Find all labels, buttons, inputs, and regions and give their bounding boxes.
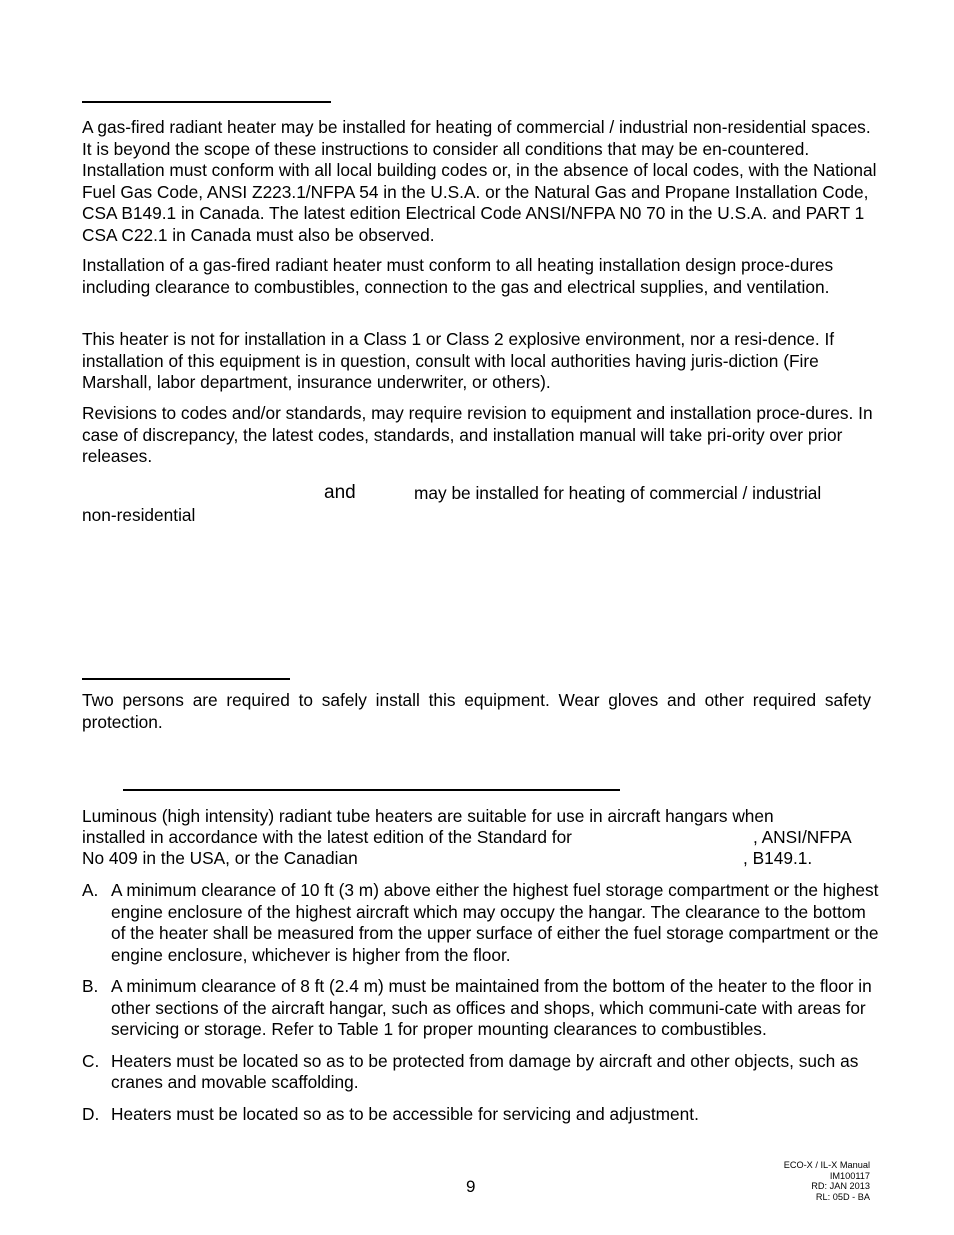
hangar-intro-line-3b: , B149.1.: [743, 848, 813, 868]
page-number: 9: [466, 1177, 476, 1196]
list-item-text: A minimum clearance of 8 ft (2.4 m) must be maintained from the bottom of the heater to the floor in other sections of the aircraft hangar, such as offices and shops, which communi-cate with areas for servicing or storage. Refer to Table 1 for proper mounting clearances to combustibles.: [111, 976, 872, 1039]
list-item: [82, 976, 882, 1041]
footer-manual-name: ECO-X / IL-X Manual: [783, 1160, 870, 1170]
section-heading-rule-3: [123, 789, 620, 791]
list-item-text: A minimum clearance of 10 ft (3 m) above either the highest fuel storage compartment or the highest engine enclosure of the highest aircraft which may occupy the hangar. The clearance to the bottom of the heater shall be measured from the upper surface of either the fuel storage compartment or the engine enclosure, whichever is higher from the floor.: [111, 880, 879, 965]
hangar-intro-line-1: Luminous (high intensity) radiant tube heaters are suitable for use in aircraft hangars when: [82, 806, 774, 826]
hangar-intro-line-2b: , ANSI/NFPA: [753, 827, 852, 847]
footer-revision: RL: 05D - BA: [815, 1191, 870, 1202]
list-marker: D.: [82, 1103, 100, 1124]
footer-doc-id: IM100117: [829, 1170, 870, 1181]
list-item: [82, 1051, 882, 1094]
list-item: [82, 1104, 882, 1126]
list-item-text: Heaters must be located so as to be protected from damage by aircraft and other objects, such as cranes and movable scaffolding.: [111, 1050, 859, 1092]
list-marker: A.: [82, 880, 99, 900]
hangar-intro-line-3a: No 409 in the USA, or the Canadian: [82, 848, 358, 868]
footer-document-info: [784, 1160, 870, 1202]
section-heading-rule-2: [82, 678, 290, 680]
list-marker: B.: [82, 976, 99, 996]
paragraph-revisions: Revisions to codes and/or standards, may require revision to equipment and installation proce-dures. In case of discrepancy, the latest codes, standards, and installation manual will take pri-ority over prior releases.: [82, 403, 873, 466]
list-item-text: Heaters must be located so as to be accessible for servicing and adjustment.: [111, 1103, 699, 1124]
paragraph-design-procedures: Installation of a gas-fired radiant heater must conform to all heating installation design proce-dures including clearance to combustibles, connection to the gas and electrical supplies, and ventilation.: [82, 255, 834, 297]
paragraph-codes: A gas-fired radiant heater may be installed for heating of commercial / industrial non-residential spaces. It is beyond the scope of these instructions to consider all conditions that may be en-countered. Installation must conform with all local building codes or, in the absence of local codes, with the National Fuel Gas Code, ANSI Z223.1/NFPA 54 in the U.S.A. or the Natural Gas and Propane Installation Code, CSA B149.1 in Canada. The latest edition Electrical Code ANSI/NFPA N0 70 in the U.S.A. and PART 1 CSA C22.1 in Canada must also be observed.: [82, 117, 877, 245]
list-marker: C.: [82, 1050, 100, 1071]
paragraph-two-persons: Two persons are required to safely install this equipment. Wear gloves and other required safety protection.: [82, 690, 871, 732]
list-item: [82, 880, 882, 966]
paragraph-explosive-environment: This heater is not for installation in a Class 1 or Class 2 explosive environment, nor a resi-dence. If installation of this equipment is in question, consult with local authorities having juris-diction (Fire Marshall, labor department, insurance underwriter, or others).: [82, 329, 835, 392]
partial-installed-text: may be installed for heating of commercial / industrial: [414, 483, 822, 503]
hangar-requirements-list: [82, 880, 882, 1125]
partial-and-text: and: [324, 482, 356, 503]
footer-release-date: RD: JAN 2013: [811, 1181, 870, 1192]
hangar-intro-line-2a: installed in accordance with the latest edition of the Standard for: [82, 827, 572, 847]
section-heading-rule-1: [82, 101, 331, 103]
partial-non-residential-text: non-residential: [82, 505, 196, 525]
